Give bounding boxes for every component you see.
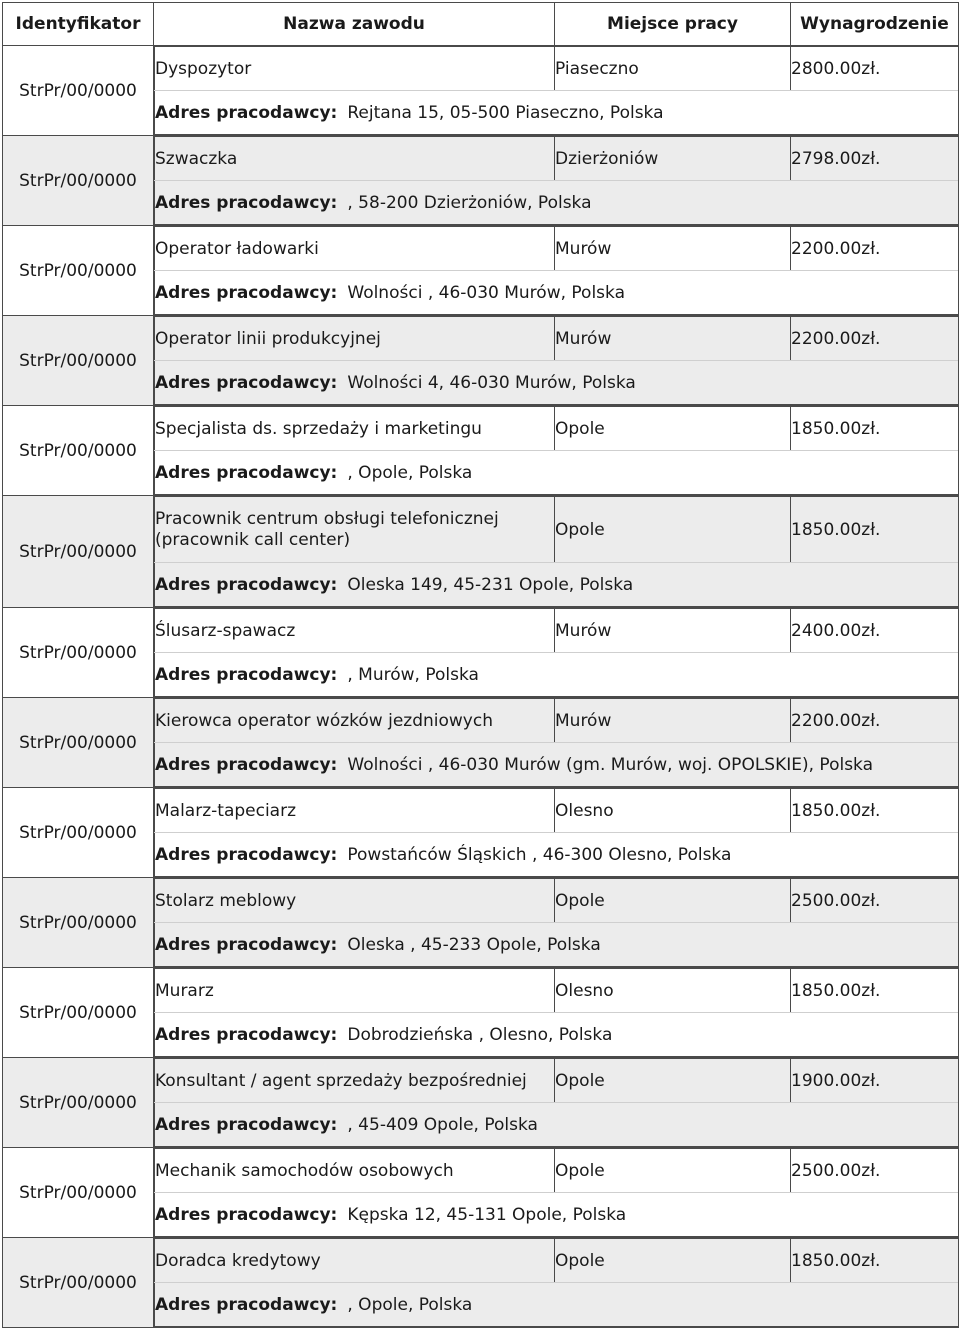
job-place: Piaseczno [555, 47, 791, 91]
table-row [3, 788, 959, 878]
job-pay: 1850.00zł. [791, 789, 959, 833]
job-place: Murów [555, 317, 791, 361]
job-summary-row [155, 407, 959, 451]
job-detail [154, 608, 959, 698]
job-detail-table [154, 968, 959, 1057]
job-name: Operator linii produkcyjnej [155, 317, 555, 361]
job-summary-row [155, 609, 959, 653]
table-row [3, 608, 959, 698]
job-name: Stolarz meblowy [155, 879, 555, 923]
address-value: , Opole, Polska [347, 1294, 473, 1315]
job-address-row [155, 1283, 959, 1327]
job-summary-row [155, 497, 959, 563]
header-row [3, 3, 959, 46]
job-detail-table [154, 46, 959, 135]
job-id: StrPr/00/0000 [3, 496, 154, 608]
job-place: Dzierżoniów [555, 137, 791, 181]
job-detail [154, 316, 959, 406]
table-row [3, 496, 959, 608]
job-pay: 1850.00zł. [791, 497, 959, 563]
job-place: Opole [555, 1059, 791, 1103]
job-address-row [155, 743, 959, 787]
job-address [155, 563, 959, 607]
job-name: Ślusarz-spawacz [155, 609, 555, 653]
job-detail [154, 968, 959, 1058]
job-address-row [155, 923, 959, 967]
job-id: StrPr/00/0000 [3, 608, 154, 698]
job-detail [154, 1238, 959, 1328]
address-value: Wolności 4, 46-030 Murów, Polska [347, 372, 636, 393]
header-pay: Wynagrodzenie [791, 3, 959, 46]
address-label: Adres pracodawcy: [155, 462, 338, 483]
job-id: StrPr/00/0000 [3, 1058, 154, 1148]
job-place: Opole [555, 1149, 791, 1193]
address-value: Oleska 149, 45-231 Opole, Polska [347, 574, 634, 595]
job-place: Opole [555, 879, 791, 923]
address-value: Wolności , 46-030 Murów, Polska [347, 282, 626, 303]
table-row [3, 226, 959, 316]
job-pay: 2200.00zł. [791, 317, 959, 361]
header-id: Identyfikator [3, 3, 154, 46]
job-detail-table [154, 1148, 959, 1237]
job-address-row [155, 271, 959, 315]
job-detail-table [154, 136, 959, 225]
address-label: Adres pracodawcy: [155, 1204, 338, 1225]
job-pay: 2798.00zł. [791, 137, 959, 181]
job-address-row [155, 563, 959, 607]
job-address-row [155, 653, 959, 697]
table-row [3, 1058, 959, 1148]
table-row [3, 316, 959, 406]
job-id: StrPr/00/0000 [3, 878, 154, 968]
job-address [155, 271, 959, 315]
job-address [155, 743, 959, 787]
job-summary-row [155, 47, 959, 91]
job-name: Szwaczka [155, 137, 555, 181]
address-value: , 45-409 Opole, Polska [347, 1114, 538, 1135]
job-address-row [155, 1103, 959, 1147]
job-detail [154, 1058, 959, 1148]
job-id: StrPr/00/0000 [3, 1238, 154, 1328]
job-name: Malarz-tapeciarz [155, 789, 555, 833]
job-pay: 2200.00zł. [791, 699, 959, 743]
job-place: Olesno [555, 789, 791, 833]
job-address [155, 361, 959, 405]
address-label: Adres pracodawcy: [155, 1114, 338, 1135]
address-label: Adres pracodawcy: [155, 934, 338, 955]
table-row [3, 878, 959, 968]
header-place: Miejsce pracy [555, 3, 791, 46]
table-row [3, 406, 959, 496]
job-pay: 2800.00zł. [791, 47, 959, 91]
job-pay: 1850.00zł. [791, 407, 959, 451]
job-summary-row [155, 1149, 959, 1193]
address-label: Adres pracodawcy: [155, 664, 338, 685]
address-label: Adres pracodawcy: [155, 1024, 338, 1045]
job-detail-table [154, 788, 959, 877]
table-row [3, 1148, 959, 1238]
job-detail [154, 136, 959, 226]
job-detail-table [154, 1238, 959, 1327]
job-pay: 2500.00zł. [791, 1149, 959, 1193]
job-address-row [155, 361, 959, 405]
job-address [155, 1103, 959, 1147]
job-detail [154, 698, 959, 788]
job-detail-table [154, 226, 959, 315]
job-name-line-2: (pracownik call center) [155, 529, 351, 550]
address-label: Adres pracodawcy: [155, 102, 338, 123]
job-address-row [155, 833, 959, 877]
job-summary-row [155, 789, 959, 833]
job-detail-table [154, 878, 959, 967]
job-id: StrPr/00/0000 [3, 316, 154, 406]
job-id: StrPr/00/0000 [3, 406, 154, 496]
job-address-row [155, 91, 959, 135]
job-summary-row [155, 699, 959, 743]
address-value: Oleska , 45-233 Opole, Polska [347, 934, 601, 955]
job-place: Olesno [555, 969, 791, 1013]
job-name-line-1: Pracownik centrum obsługi telefonicznej [155, 508, 499, 529]
table-row [3, 1238, 959, 1328]
address-label: Adres pracodawcy: [155, 192, 338, 213]
job-name: Murarz [155, 969, 555, 1013]
job-place: Opole [555, 497, 791, 563]
job-id: StrPr/00/0000 [3, 1148, 154, 1238]
job-address [155, 1193, 959, 1237]
address-label: Adres pracodawcy: [155, 754, 338, 775]
job-offers-table [2, 2, 959, 1328]
job-name: Operator ładowarki [155, 227, 555, 271]
job-summary-row [155, 317, 959, 361]
job-summary-row [155, 1059, 959, 1103]
job-detail-table [154, 698, 959, 787]
job-address-row [155, 181, 959, 225]
job-id: StrPr/00/0000 [3, 788, 154, 878]
address-value: Wolności , 46-030 Murów (gm. Murów, woj. OPOLSKIE), Polska [347, 754, 874, 775]
job-address-row [155, 1193, 959, 1237]
address-value: Rejtana 15, 05-500 Piaseczno, Polska [347, 102, 664, 123]
job-detail-table [154, 496, 959, 607]
job-detail [154, 226, 959, 316]
job-name [155, 497, 555, 563]
job-id: StrPr/00/0000 [3, 968, 154, 1058]
address-value: Powstańców Śląskich , 46-300 Olesno, Polska [347, 844, 732, 865]
job-detail-table [154, 1058, 959, 1147]
job-address [155, 923, 959, 967]
job-place: Murów [555, 609, 791, 653]
job-id: StrPr/00/0000 [3, 46, 154, 136]
job-detail-table [154, 406, 959, 495]
job-place: Opole [555, 1239, 791, 1283]
job-pay: 1850.00zł. [791, 1239, 959, 1283]
job-name: Konsultant / agent sprzedaży bezpośredniej [155, 1059, 555, 1103]
job-address [155, 91, 959, 135]
job-address [155, 1013, 959, 1057]
address-value: , 58-200 Dzierżoniów, Polska [347, 192, 592, 213]
job-address [155, 653, 959, 697]
job-summary-row [155, 137, 959, 181]
address-label: Adres pracodawcy: [155, 574, 338, 595]
job-summary-row [155, 969, 959, 1013]
job-address [155, 451, 959, 495]
table-row [3, 968, 959, 1058]
job-address [155, 1283, 959, 1327]
table-row [3, 136, 959, 226]
job-address [155, 833, 959, 877]
job-id: StrPr/00/0000 [3, 226, 154, 316]
job-pay: 1900.00zł. [791, 1059, 959, 1103]
job-address-row [155, 451, 959, 495]
job-address [155, 181, 959, 225]
job-id: StrPr/00/0000 [3, 698, 154, 788]
address-label: Adres pracodawcy: [155, 372, 338, 393]
table-row [3, 46, 959, 136]
job-detail [154, 46, 959, 136]
job-id: StrPr/00/0000 [3, 136, 154, 226]
address-label: Adres pracodawcy: [155, 282, 338, 303]
job-summary-row [155, 879, 959, 923]
job-place: Opole [555, 407, 791, 451]
job-name: Doradca kredytowy [155, 1239, 555, 1283]
address-value: , Murów, Polska [347, 664, 479, 685]
job-detail [154, 788, 959, 878]
job-name: Mechanik samochodów osobowych [155, 1149, 555, 1193]
job-detail-table [154, 316, 959, 405]
job-detail [154, 1148, 959, 1238]
job-address-row [155, 1013, 959, 1057]
job-pay: 2400.00zł. [791, 609, 959, 653]
table-row [3, 698, 959, 788]
job-name: Kierowca operator wózków jezdniowych [155, 699, 555, 743]
job-name: Specjalista ds. sprzedaży i marketingu [155, 407, 555, 451]
job-pay: 2200.00zł. [791, 227, 959, 271]
address-value: , Opole, Polska [347, 462, 473, 483]
address-value: Dobrodzieńska , Olesno, Polska [347, 1024, 613, 1045]
job-summary-row [155, 227, 959, 271]
address-value: Kępska 12, 45-131 Opole, Polska [347, 1204, 627, 1225]
address-label: Adres pracodawcy: [155, 1294, 338, 1315]
job-detail-table [154, 608, 959, 697]
job-place: Murów [555, 227, 791, 271]
job-detail [154, 406, 959, 496]
job-name: Dyspozytor [155, 47, 555, 91]
job-pay: 2500.00zł. [791, 879, 959, 923]
header-name: Nazwa zawodu [154, 3, 555, 46]
job-place: Murów [555, 699, 791, 743]
job-summary-row [155, 1239, 959, 1283]
job-detail [154, 878, 959, 968]
job-detail [154, 496, 959, 608]
address-label: Adres pracodawcy: [155, 844, 338, 865]
job-pay: 1850.00zł. [791, 969, 959, 1013]
